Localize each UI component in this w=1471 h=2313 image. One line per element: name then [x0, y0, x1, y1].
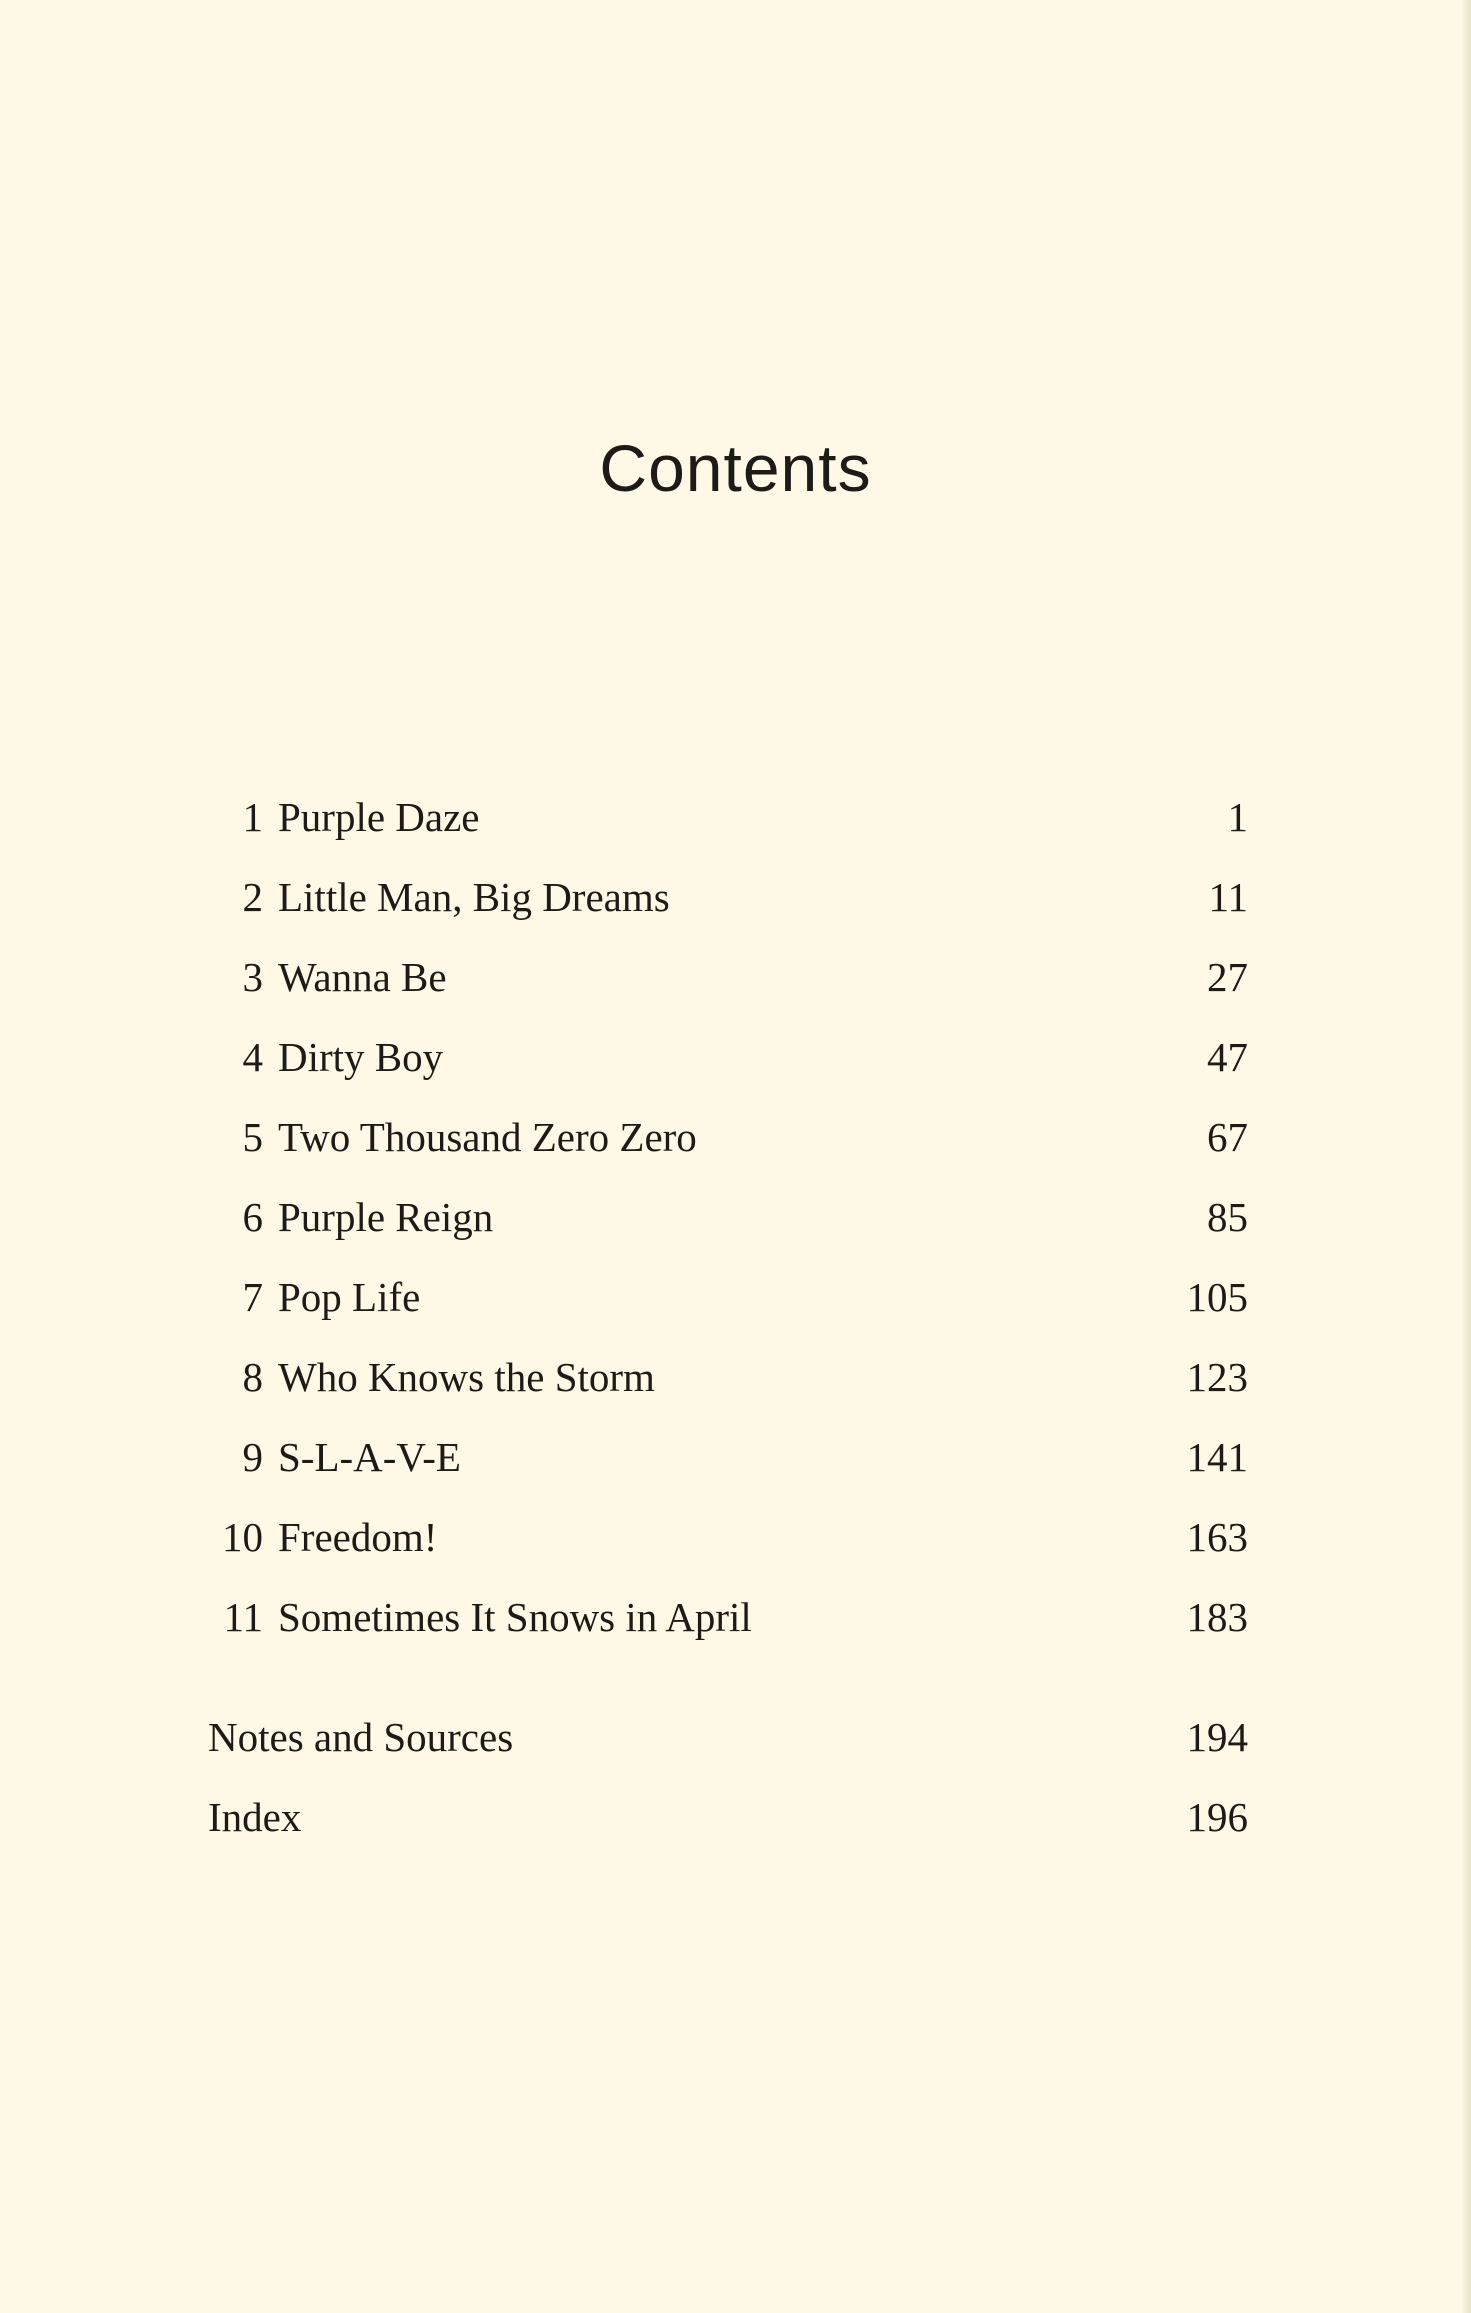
- toc-entry: [208, 790, 1248, 870]
- chapter-page: 141: [1186, 1434, 1248, 1480]
- chapter-title: Who Knows the Storm: [278, 1354, 655, 1400]
- back-matter-entry: [208, 1790, 1248, 1870]
- chapter-title: Little Man, Big Dreams: [278, 874, 670, 920]
- table-of-contents: [208, 790, 1248, 1670]
- chapter-number: 9: [242, 1434, 263, 1480]
- chapter-page: 163: [1186, 1514, 1248, 1560]
- chapter-page: 11: [1208, 874, 1248, 920]
- chapter-number: 6: [242, 1194, 263, 1240]
- chapter-page: 67: [1207, 1114, 1248, 1160]
- chapter-page: 183: [1186, 1594, 1248, 1640]
- toc-entry: [208, 1270, 1248, 1350]
- chapter-number: 1: [242, 794, 263, 840]
- toc-entry: [208, 1350, 1248, 1430]
- chapter-number: 8: [242, 1354, 263, 1400]
- toc-entry: [208, 950, 1248, 1030]
- chapter-page: 105: [1186, 1274, 1248, 1320]
- chapter-page: 27: [1207, 954, 1248, 1000]
- chapter-number: 3: [242, 954, 263, 1000]
- back-matter-title: Notes and Sources: [208, 1714, 514, 1760]
- toc-entry: [208, 1590, 1248, 1670]
- chapter-number: 7: [242, 1274, 263, 1320]
- chapter-title: Sometimes It Snows in April: [278, 1594, 752, 1640]
- page-title: Contents: [599, 431, 872, 505]
- chapter-title: Wanna Be: [278, 954, 447, 1000]
- chapter-number: 10: [222, 1514, 263, 1560]
- chapter-number: 2: [242, 874, 263, 920]
- back-matter-list: [208, 1710, 1248, 1870]
- chapter-title: S-L-A-V-E: [278, 1434, 461, 1480]
- toc-entry: [208, 1190, 1248, 1270]
- chapter-number: 5: [242, 1114, 263, 1160]
- toc-entry: [208, 1030, 1248, 1110]
- chapter-page: 1: [1227, 794, 1248, 840]
- chapter-title: Purple Reign: [278, 1194, 494, 1240]
- back-matter-entry: [208, 1710, 1248, 1790]
- chapter-title: Purple Daze: [278, 794, 480, 840]
- back-matter-title: Index: [208, 1794, 302, 1840]
- toc-entry: [208, 1510, 1248, 1590]
- toc-entry: [208, 1430, 1248, 1510]
- chapter-title: Two Thousand Zero Zero: [278, 1114, 697, 1160]
- chapter-title: Freedom!: [278, 1514, 438, 1560]
- chapter-title: Pop Life: [278, 1274, 421, 1320]
- back-matter-page: 196: [1186, 1794, 1248, 1840]
- toc-entry: [208, 1110, 1248, 1190]
- chapter-page: 85: [1207, 1194, 1248, 1240]
- chapter-page: 47: [1207, 1034, 1248, 1080]
- back-matter-page: 194: [1186, 1714, 1248, 1760]
- chapter-number: 11: [223, 1594, 263, 1640]
- chapter-number: 4: [242, 1034, 263, 1080]
- chapter-page: 123: [1186, 1354, 1248, 1400]
- chapter-title: Dirty Boy: [278, 1034, 444, 1080]
- toc-entry: [208, 870, 1248, 950]
